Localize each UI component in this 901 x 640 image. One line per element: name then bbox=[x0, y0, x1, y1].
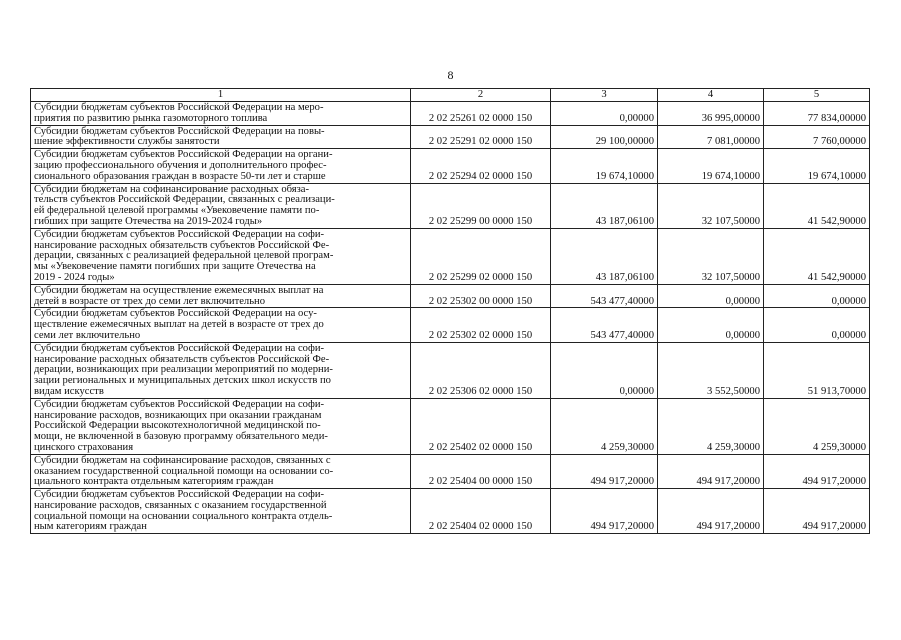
revenue-name-cell bbox=[31, 342, 411, 398]
revenue-name-line: цинского страхования bbox=[34, 441, 134, 453]
value-col5-cell: 0,00000 bbox=[764, 308, 870, 342]
value-col4-cell: 32 107,50000 bbox=[658, 228, 764, 284]
revenue-name-line: приятия по развитию рынка газомоторного топлива bbox=[34, 112, 268, 124]
table-row bbox=[31, 489, 870, 534]
revenue-name-line: сионального образования граждан в возрасте 50-ти лет и старше bbox=[34, 170, 326, 182]
value-col3-cell: 4 259,30000 bbox=[551, 398, 658, 454]
value-col5-cell: 0,00000 bbox=[764, 284, 870, 308]
revenue-name-line: ей федеральной целевой программы «Увековечение памяти по- bbox=[34, 205, 320, 217]
value-col3-cell: 43 187,06100 bbox=[551, 228, 658, 284]
revenue-name-line: Субсидии бюджетам субъектов Российской Федерации на софи- bbox=[34, 398, 325, 410]
value-col5-cell: 494 917,20000 bbox=[764, 454, 870, 488]
revenue-name-cell bbox=[31, 308, 411, 342]
budget-code-cell: 2 02 25294 02 0000 150 bbox=[411, 149, 551, 183]
table-header-row bbox=[31, 89, 870, 102]
table-row bbox=[31, 342, 870, 398]
value-col5-cell: 41 542,90000 bbox=[764, 228, 870, 284]
value-col3-cell: 29 100,00000 bbox=[551, 125, 658, 149]
budget-code-cell: 2 02 25302 02 0000 150 bbox=[411, 308, 551, 342]
table-row bbox=[31, 149, 870, 183]
revenue-name-cell bbox=[31, 228, 411, 284]
revenue-name-line: оказанием государственной социальной помощи на основании со- bbox=[34, 465, 334, 477]
revenue-name-cell bbox=[31, 489, 411, 534]
revenue-name-line: мы «Увековечение памяти погибших при защите Отечества на bbox=[34, 261, 316, 273]
revenue-name-line: видам искусств bbox=[34, 385, 104, 397]
column-header-4: 4 bbox=[658, 89, 764, 102]
revenue-name-cell bbox=[31, 454, 411, 488]
budget-table bbox=[30, 88, 870, 534]
value-col4-cell: 4 259,30000 bbox=[658, 398, 764, 454]
value-col5-cell: 51 913,70000 bbox=[764, 342, 870, 398]
revenue-name-line: дерации, связанных с реализацией федеральной целевой програм- bbox=[34, 250, 334, 262]
value-col3-cell: 543 477,40000 bbox=[551, 308, 658, 342]
value-col3-cell: 494 917,20000 bbox=[551, 489, 658, 534]
budget-code-cell: 2 02 25291 02 0000 150 bbox=[411, 125, 551, 149]
table-row bbox=[31, 125, 870, 149]
revenue-name-line: Субсидии бюджетам субъектов Российской Федерации на софи- bbox=[34, 489, 325, 501]
revenue-name-cell bbox=[31, 125, 411, 149]
revenue-name-line: мощи, не включенной в базовую программу обязательного меди- bbox=[34, 431, 328, 443]
value-col4-cell: 7 081,00000 bbox=[658, 125, 764, 149]
revenue-name-line: зацию профессионального обучения и дополнительного профес- bbox=[34, 159, 327, 171]
value-col4-cell: 494 917,20000 bbox=[658, 454, 764, 488]
revenue-name-line: нансирование расходных обязательств субъектов Российской Фе- bbox=[34, 239, 330, 251]
budget-code-cell: 2 02 25299 02 0000 150 bbox=[411, 228, 551, 284]
revenue-name-line: социальной помощи на основании социального контракта отдель- bbox=[34, 510, 333, 522]
revenue-name-line: Субсидии бюджетам на осуществление ежемесячных выплат на bbox=[34, 284, 324, 296]
value-col4-cell: 36 995,00000 bbox=[658, 102, 764, 126]
revenue-name-line: 2019 - 2024 годы» bbox=[34, 271, 115, 283]
value-col5-cell: 19 674,10000 bbox=[764, 149, 870, 183]
revenue-name-cell bbox=[31, 149, 411, 183]
budget-code-cell: 2 02 25299 00 0000 150 bbox=[411, 183, 551, 228]
revenue-name-line: Субсидии бюджетам субъектов Российской Федерации на софи- bbox=[34, 342, 325, 354]
revenue-name-cell bbox=[31, 398, 411, 454]
value-col3-cell: 19 674,10000 bbox=[551, 149, 658, 183]
budget-code-cell: 2 02 25302 00 0000 150 bbox=[411, 284, 551, 308]
revenue-name-line: шение эффективности службы занятости bbox=[34, 136, 220, 148]
revenue-name-cell bbox=[31, 102, 411, 126]
budget-code-cell: 2 02 25402 02 0000 150 bbox=[411, 398, 551, 454]
table-body bbox=[31, 102, 870, 534]
budget-code-cell: 2 02 25261 02 0000 150 bbox=[411, 102, 551, 126]
value-col5-cell: 7 760,00000 bbox=[764, 125, 870, 149]
value-col3-cell: 0,00000 bbox=[551, 102, 658, 126]
table-row bbox=[31, 308, 870, 342]
revenue-name-line: Субсидии бюджетам на софинансирование расходных обяза- bbox=[34, 183, 310, 195]
table-row bbox=[31, 454, 870, 488]
value-col3-cell: 0,00000 bbox=[551, 342, 658, 398]
page-number: 8 bbox=[447, 68, 454, 82]
revenue-name-line: циального контракта отдельным категориям граждан bbox=[34, 476, 274, 488]
value-col5-cell: 77 834,00000 bbox=[764, 102, 870, 126]
value-col4-cell: 32 107,50000 bbox=[658, 183, 764, 228]
revenue-name-cell bbox=[31, 183, 411, 228]
value-col3-cell: 43 187,06100 bbox=[551, 183, 658, 228]
value-col4-cell: 0,00000 bbox=[658, 284, 764, 308]
budget-code-cell: 2 02 25404 02 0000 150 bbox=[411, 489, 551, 534]
value-col5-cell: 494 917,20000 bbox=[764, 489, 870, 534]
revenue-name-line: дерации, возникающих при реализации мероприятий по модерни- bbox=[34, 364, 333, 376]
budget-code-cell: 2 02 25306 02 0000 150 bbox=[411, 342, 551, 398]
revenue-name-line: Субсидии бюджетам субъектов Российской Федерации на софи- bbox=[34, 228, 325, 240]
revenue-name-line: тельств субъектов Российской Федерации, связанных с реализаци- bbox=[34, 194, 335, 206]
budget-code-cell: 2 02 25404 00 0000 150 bbox=[411, 454, 551, 488]
revenue-name-line: Субсидии бюджетам субъектов Российской Федерации на меро- bbox=[34, 102, 324, 113]
value-col4-cell: 494 917,20000 bbox=[658, 489, 764, 534]
value-col5-cell: 41 542,90000 bbox=[764, 183, 870, 228]
value-col4-cell: 3 552,50000 bbox=[658, 342, 764, 398]
value-col4-cell: 0,00000 bbox=[658, 308, 764, 342]
value-col3-cell: 494 917,20000 bbox=[551, 454, 658, 488]
revenue-name-line: детей в возрасте от трех до семи лет включительно bbox=[34, 295, 265, 307]
table-row bbox=[31, 228, 870, 284]
value-col4-cell: 19 674,10000 bbox=[658, 149, 764, 183]
revenue-name-line: Российской Федерации высокотехнологичной медицинской по- bbox=[34, 420, 321, 432]
table-row bbox=[31, 183, 870, 228]
revenue-name-line: нансирование расходов, связанных с оказанием государственной bbox=[34, 499, 327, 511]
column-header-5: 5 bbox=[764, 89, 870, 102]
revenue-name-line: Субсидии бюджетам субъектов Российской Федерации на повы- bbox=[34, 125, 325, 137]
revenue-name-cell bbox=[31, 284, 411, 308]
revenue-name-line: Субсидии бюджетам на софинансирование расходов, связанных с bbox=[34, 454, 331, 466]
revenue-name-line: зации региональных и муниципальных детских школ искусств по bbox=[34, 375, 331, 387]
value-col5-cell: 4 259,30000 bbox=[764, 398, 870, 454]
revenue-name-line: нансирование расходных обязательств субъектов Российской Фе- bbox=[34, 353, 330, 365]
revenue-name-line: нансирование расходов, возникающих при оказании гражданам bbox=[34, 409, 322, 421]
table-row bbox=[31, 102, 870, 126]
revenue-name-line: ным категориям граждан bbox=[34, 521, 147, 533]
revenue-name-line: Субсидии бюджетам субъектов Российской Федерации на осу- bbox=[34, 308, 317, 320]
column-header-3: 3 bbox=[551, 89, 658, 102]
column-header-2: 2 bbox=[411, 89, 551, 102]
table-row bbox=[31, 284, 870, 308]
value-col3-cell: 543 477,40000 bbox=[551, 284, 658, 308]
revenue-name-line: Субсидии бюджетам субъектов Российской Федерации на органи- bbox=[34, 149, 333, 161]
revenue-name-line: гибших при защите Отечества на 2019-2024 годы» bbox=[34, 215, 263, 227]
column-header-1: 1 bbox=[31, 89, 411, 102]
revenue-name-line: ществление ежемесячных выплат на детей в возрасте от трех до bbox=[34, 319, 324, 331]
table-row bbox=[31, 398, 870, 454]
revenue-name-line: семи лет включительно bbox=[34, 329, 141, 341]
